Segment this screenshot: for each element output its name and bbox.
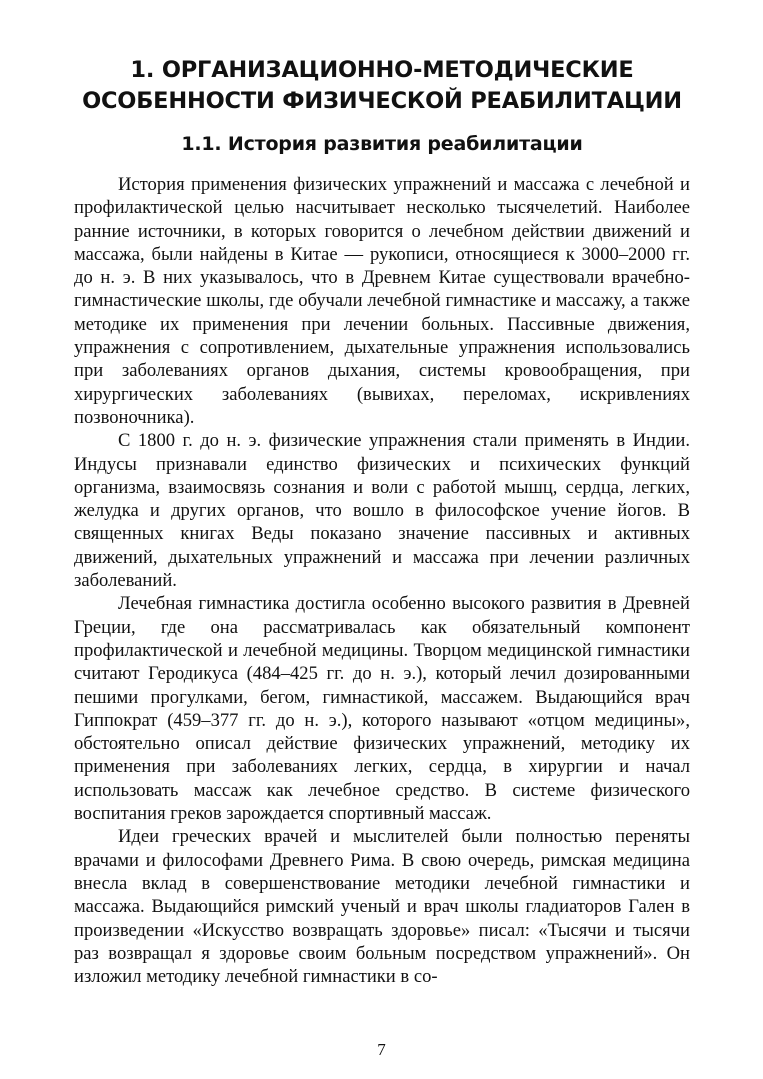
paragraph-3: Лечебная гимнастика достигла особенно высокого развития в Древней Греции, где она рассматривалась как обязательный компонент профилактической и лечебной медицины. Творцом медицинской гимнастики считают Геродикуса (484–425 гг. до н. э.), который лечил дозированными пешими прогулками, бегом, гимнастикой, массажем. Выдающийся врач Гиппократ (459–377 гг. до н. э.), которого называют «отцом медицины», обстоятельно описал действие физических упражнений, методику их применения при заболеваниях легких, сердца, в хирургии и начал использовать массаж как лечебное средство. В системе физического воспитания греков зарождается спортивный массаж. [74,593,690,825]
page-content [74,55,690,988]
body-text [74,173,690,988]
chapter-title [74,55,690,117]
section-title: 1.1. История развития реабилитации [181,133,583,155]
paragraph-4: Идеи греческих врачей и мыслителей были полностью переняты врачами и философами Древнего Рима. В свою очередь, римская медицина внесла вклад в совершенствование методики лечебной гимнастики и массажа. Выдающийся римский ученый и врач школы гладиаторов Гален в произведении «Искусство возвращать здоровье» писал: «Тысячи и тысячи раз возвращал я здоровье своим больным посредством упражнений». Он изложил методику лечебной гимнастики в со- [74,826,690,988]
paragraph-2: С 1800 г. до н. э. физические упражнения стали применять в Индии. Индусы признавали единство физических и психических функций организма, взаимосвязь сознания и воли с работой мышц, сердца, легких, желудка и других органов, что вошло в философское учение йогов. В священных книгах Веды показано значение пассивных и активных движений, дыхательных упражнений и массажа при лечении различных заболеваний. [74,430,690,592]
paragraph-1: История применения физических упражнений и массажа с лечебной и профилактической целью насчитывает несколько тысячелетий. Наиболее ранние источники, в которых говорится о лечебном действии движений и массажа, были найдены в Китае — рукописи, относящиеся к 3000–2000 гг. до н. э. В них указывалось, что в Древнем Китае существовали врачебно-гимнастические школы, где обучали лечебной гимнастике и массажу, а также методике их применения при лечении больных. Пассивные движения, упражнения с сопротивлением, дыхательные упражнения использовались при заболеваниях органов дыхания, системы кровообращения, при хирургических заболеваниях (вывихах, переломах, искривлениях позвоночника). [74,174,690,428]
chapter-title-line-1: 1. ОРГАНИЗАЦИОННО-МЕТОДИЧЕСКИЕ [130,57,634,83]
chapter-title-line-2: ОСОБЕННОСТИ ФИЗИЧЕСКОЙ РЕАБИЛИТАЦИИ [82,88,682,114]
page-number: 7 [377,1040,386,1059]
